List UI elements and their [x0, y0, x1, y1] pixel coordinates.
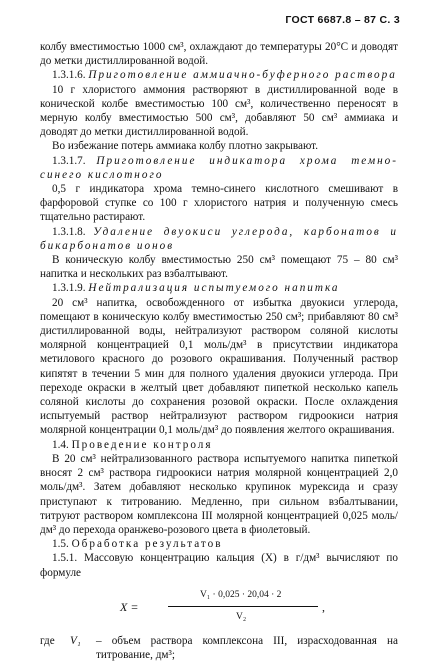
- section-number: 1.5.: [52, 538, 69, 551]
- variable-symbol: V₁: [70, 634, 81, 647]
- paragraph: В 20 см³ нейтрализованного раствора испытуемого напитка пипеткой вносят 2 см³ раствора гидроокиси натрия молярной концентрацией 2,0 моль/дм³. Затем добавляют несколько крупинок мурексида и сразу приступают к титрованию. Медленно, при сильном взбалтывании, титруют раствором комплексона III молярной концентрацией 0,025 моль/дм³ до перехода оранжево-розового цвета в фиолетовый.: [40, 452, 398, 536]
- section-heading: [40, 154, 398, 182]
- formula: [40, 586, 398, 630]
- page-header: ГОСТ 6687.8 – 87 С. 3: [285, 14, 400, 26]
- variable-definition: [40, 634, 398, 662]
- where-lead: где: [40, 634, 55, 647]
- section-number: 1.3.1.6.: [52, 69, 86, 82]
- section-title: Обработка результатов: [71, 538, 223, 551]
- section-number: 1.4.: [52, 438, 69, 451]
- variable-description: – объем раствора комплексона III, израсходованная на титрование, дм³;: [96, 634, 398, 661]
- section-heading: [40, 68, 398, 82]
- section-title: Приготовление аммиачно-буферного раствора: [88, 69, 397, 82]
- section-number: 1.3.1.9.: [52, 282, 86, 295]
- section-heading: [40, 438, 398, 452]
- formula-denominator: V₂: [236, 611, 247, 622]
- paragraph: 20 см³ напитка, освобожденного от избытка двуокиси углерода, помещают в коническую колбу вместимостью 250 см³; прибавляют 80 см³ дистиллированной воды, нейтрализуют раствором соляной кислоты молярной концентрацией 0,1 моль/дм³ в присутствии индикатора метилового красного до розового окрашивания. Полученный раствор кипятят в течении 5 мин для полного удаления двуокиси углерода. При переходе окраски в желтый цвет добавляют пипеткой несколько капель соляной кислоты до сохранения розовой окраски. После охлаждения испытуемый раствор нейтрализуют раствором гидроокиси натрия молярной концентрации 0,1 моль/дм³ до появления желтого окрашивания.: [40, 296, 398, 437]
- section-title: Удаление двуокиси углерода, карбонатов и бикарбонатов ионов: [40, 225, 399, 252]
- paragraph: 10 г хлористого аммония растворяют в дистиллированной воде в конической колбе вместимостью 100 см³, количественно переносят в мерную колбу вместимостью 500 см³, добавляют 50 см³ аммиака и доводят до метки дистиллированной водой.: [40, 83, 398, 139]
- section-number: 1.3.1.7.: [52, 154, 86, 167]
- section-title: Нейтрализация испытуемого напитка: [88, 282, 340, 295]
- formula-numerator: V₁ · 0,025 · 20,04 · 2: [200, 589, 282, 600]
- section-heading: [40, 537, 398, 551]
- fraction-bar: [168, 606, 318, 607]
- formula-trailing: ,: [322, 599, 325, 614]
- paragraph: 1.5.1. Массовую концентрацию кальция (X) в г/дм³ вычисляют по формуле: [40, 552, 398, 579]
- paragraph: колбу вместимостью 1000 см³, охлаждают до температуры 20°С и доводят до метки дистиллированной водой.: [40, 41, 398, 68]
- section-title: Приготовление индикатора хрома темно-синего кислотного: [40, 154, 399, 181]
- document-body: [40, 40, 398, 662]
- paragraph: В коническую колбу вместимостью 250 см³ помещают 75 – 80 см³ напитка и нескольких раз взбалтывают.: [40, 254, 398, 281]
- section-heading: [40, 225, 398, 253]
- section-number: 1.3.1.8.: [52, 225, 86, 238]
- section-title: Проведение контроля: [71, 438, 213, 451]
- section-heading: [40, 281, 398, 295]
- paragraph: 0,5 г индикатора хрома темно-синего кислотного смешивают в фарфоровой ступке со 100 г хлористого натрия и полученную смесь тщательно растирают.: [40, 183, 398, 224]
- formula-lhs: X =: [120, 599, 139, 614]
- paragraph: Во избежание потерь аммиака колбу плотно закрывают.: [52, 140, 319, 153]
